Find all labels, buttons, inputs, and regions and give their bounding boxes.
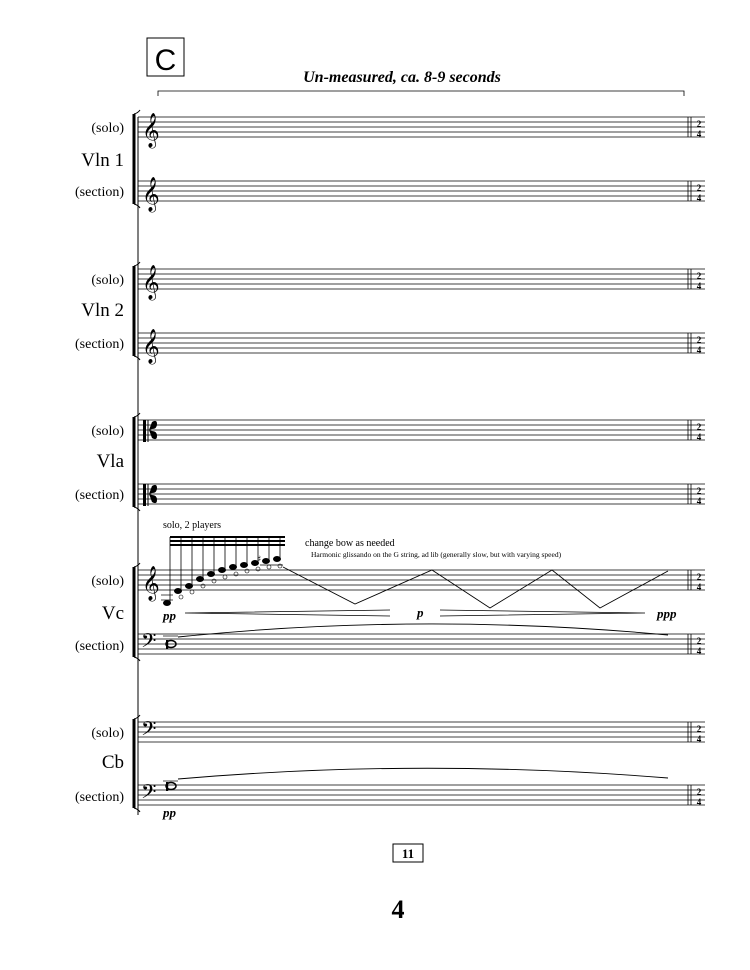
treble-clef-icon: 𝄞 [142, 113, 160, 148]
staff-vln1-solo [138, 117, 705, 137]
vc-dynamic-mid: p [417, 605, 424, 620]
svg-text:4: 4 [696, 281, 702, 291]
treble-clef-icon: 𝄞 [142, 265, 160, 300]
label-vla: Vla [96, 451, 124, 472]
label-vln1-section: (section) [75, 185, 124, 200]
label-cb-solo: (solo) [91, 726, 124, 741]
instrument-brackets [134, 110, 140, 812]
vc-dynamic-start: pp [163, 608, 176, 623]
time-signatures [697, 119, 702, 807]
svg-text:4: 4 [696, 129, 702, 139]
label-vc-solo: (solo) [91, 574, 124, 589]
label-vln2-section: (section) [75, 337, 124, 352]
svg-text:4: 4 [696, 193, 702, 203]
treble-clef-icon: 𝄞 [142, 177, 160, 212]
tempo-bracket [158, 91, 684, 96]
svg-text:2: 2 [696, 335, 702, 345]
label-vln2-solo: (solo) [91, 273, 124, 288]
bass-clef-icon: 𝄢 [141, 780, 157, 808]
svg-text:2: 2 [696, 636, 702, 646]
svg-text:4: 4 [696, 432, 702, 442]
staff-cb-section [138, 785, 705, 805]
svg-text:4: 4 [696, 496, 702, 506]
label-vla-solo: (solo) [91, 424, 124, 439]
svg-text:2: 2 [696, 724, 702, 734]
label-vln1: Vln 1 [81, 150, 124, 171]
vc-glissando-note: Harmonic glissando on the G string, ad lib (generally slow, but with varying speed) [311, 550, 562, 559]
clefs [141, 113, 160, 808]
label-vc-section: (section) [75, 639, 124, 654]
rehearsal-mark: C [154, 44, 177, 77]
staff-vc-solo [138, 570, 705, 590]
cb-dynamic: pp [163, 805, 176, 820]
label-vla-section: (section) [75, 488, 124, 503]
label-vc: Vc [101, 603, 124, 624]
svg-text:4: 4 [696, 797, 702, 807]
staves [138, 117, 705, 805]
svg-text:2: 2 [696, 119, 702, 129]
bass-clef-icon: 𝄢 [141, 717, 157, 745]
alto-clef-icon [143, 420, 157, 442]
staff-vla-section [138, 484, 705, 504]
vc-glissando-line [283, 567, 668, 608]
page-number: 4 [391, 895, 405, 924]
svg-text:2: 2 [696, 787, 702, 797]
staff-vln2-section [138, 333, 705, 353]
vc-change-bow-note: change bow as needed [305, 538, 395, 549]
svg-text:2: 2 [696, 486, 702, 496]
svg-text:♯: ♯ [257, 555, 262, 565]
svg-text:2: 2 [696, 422, 702, 432]
label-cb-section: (section) [75, 790, 124, 805]
bass-clef-icon: 𝄢 [141, 629, 157, 657]
label-vln2: Vln 2 [81, 300, 124, 321]
cb-section-note [163, 768, 668, 791]
staff-vln1-section [138, 181, 705, 201]
vc-dynamic-end: ppp [657, 606, 677, 621]
svg-text:4: 4 [696, 582, 702, 592]
vc-section-note [163, 624, 668, 649]
measure-number: 11 [401, 846, 415, 861]
svg-text:4: 4 [696, 345, 702, 355]
label-cb: Cb [101, 752, 124, 773]
treble-clef-icon: 𝄞 [142, 566, 160, 601]
staff-vla-solo [138, 420, 705, 440]
staff-labels [75, 121, 125, 805]
svg-text:4: 4 [696, 734, 702, 744]
staff-vln2-solo [138, 269, 705, 289]
svg-text:2: 2 [696, 271, 702, 281]
double-barlines [688, 117, 691, 805]
alto-clef-icon [143, 484, 157, 506]
svg-text:2: 2 [696, 183, 702, 193]
label-vln1-solo: (solo) [91, 121, 124, 136]
vc-solo-players-note: solo, 2 players [163, 520, 222, 531]
svg-text:4: 4 [696, 646, 702, 656]
staff-vc-section [138, 634, 705, 654]
svg-text:2: 2 [696, 572, 702, 582]
staff-cb-solo [138, 722, 705, 742]
treble-clef-icon: 𝄞 [142, 329, 160, 364]
tempo-text: Un-measured, ca. 8-9 seconds [303, 69, 501, 86]
vc-hairpins [185, 610, 645, 616]
